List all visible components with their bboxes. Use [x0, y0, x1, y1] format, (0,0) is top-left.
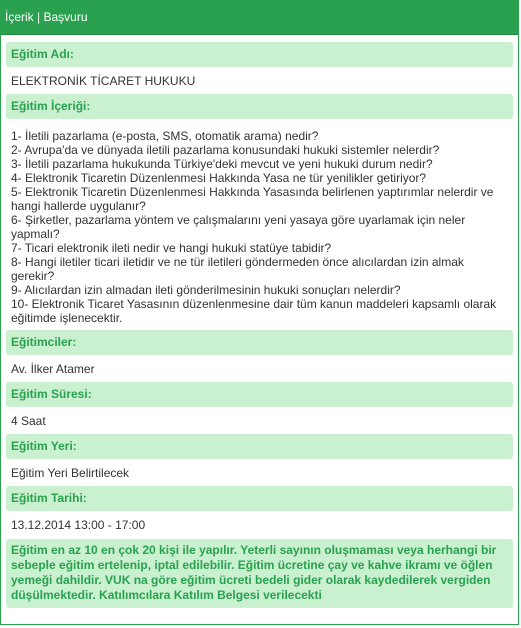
training-contents-list [6, 119, 513, 330]
list-item: 2- Avrupa'da ve dünyada iletili pazarlama konusundaki hukuki sistemler nelerdir? [11, 143, 440, 157]
trainers-label: Eğitimciler: [6, 330, 513, 355]
list-item: 10- Elektronik Ticaret Yasasının düzenlenmesine dair tüm kanun maddeleri kapsamlı olarak eğitimde işlenecektir. [11, 297, 497, 325]
panel-header [1, 1, 518, 35]
tab-separator: | [33, 10, 44, 24]
list-item: 9- Alıcılardan izin almadan ileti gönderilmesinin hukuki sonuçları nelerdir? [11, 283, 401, 297]
list-item: 5- Elektronik Ticaretin Düzenlenmesi Hakkında Yasasında belirlenen yaptırımlar nelerdir ve hangi hallerde uygulanır? [11, 185, 494, 213]
list-item: 6- Şirketler, pazarlama yöntem ve çalışmalarını yeni yasaya göre uyarlamak için neler yapmalı? [11, 213, 466, 241]
duration-label: Eğitim Süresi: [6, 382, 513, 407]
list-item: 7- Ticari elektronik ileti nedir ve hangi hukuki statüye tabidir? [11, 241, 332, 255]
list-item: 3- İletili pazarlama hukukunda Türkiye'deki mevcut ve yeni hukuki durum nedir? [11, 157, 433, 171]
location-label: Eğitim Yeri: [6, 434, 513, 459]
tab-apply[interactable]: Başvuru [43, 10, 88, 24]
training-name-value: ELEKTRONİK TİCARET HUKUKU [11, 74, 196, 88]
trainers-value: Av. İlker Atamer [11, 362, 95, 376]
list-item: 4- Elektronik Ticaretin Düzenlenmesi Hakkında Yasa ne tür yenilikler getiriyor? [11, 171, 427, 185]
training-contents-label: Eğitim İçeriği: [6, 94, 513, 119]
notice-text: Eğitim en az 10 en çok 20 kişi ile yapılır. Yeterli sayının oluşmaması veya herhangi bir sebeple eğitim ertelenip, iptal edilebilir. Eğitim ücretine çay ve kahve ikramı ve öğlen yemeği dahildir. VUK na göre eğitim ücreti bedeli gider olarak kaydedilerek vergiden düşülmektedir. Katılımcılara Katılım Belgesi verilecekti [6, 539, 513, 608]
training-name-label: Eğitim Adı: [6, 42, 513, 67]
list-item: 8- Hangi iletiler ticari iletidir ve ne tür iletileri göndermeden önce alıcılardan izin almak gerekir? [11, 255, 464, 283]
tab-content[interactable]: İçerik [5, 10, 34, 24]
date-value: 13.12.2014 13:00 - 17:00 [11, 518, 146, 532]
panel-content [1, 35, 518, 608]
list-item: 1- İletili pazarlama (e-posta, SMS, otomatik arama) nedir? [11, 129, 319, 143]
location-value: Eğitim Yeri Belirtilecek [11, 466, 130, 480]
date-label: Eğitim Tarihi: [6, 486, 513, 511]
duration-value: 4 Saat [11, 414, 46, 428]
